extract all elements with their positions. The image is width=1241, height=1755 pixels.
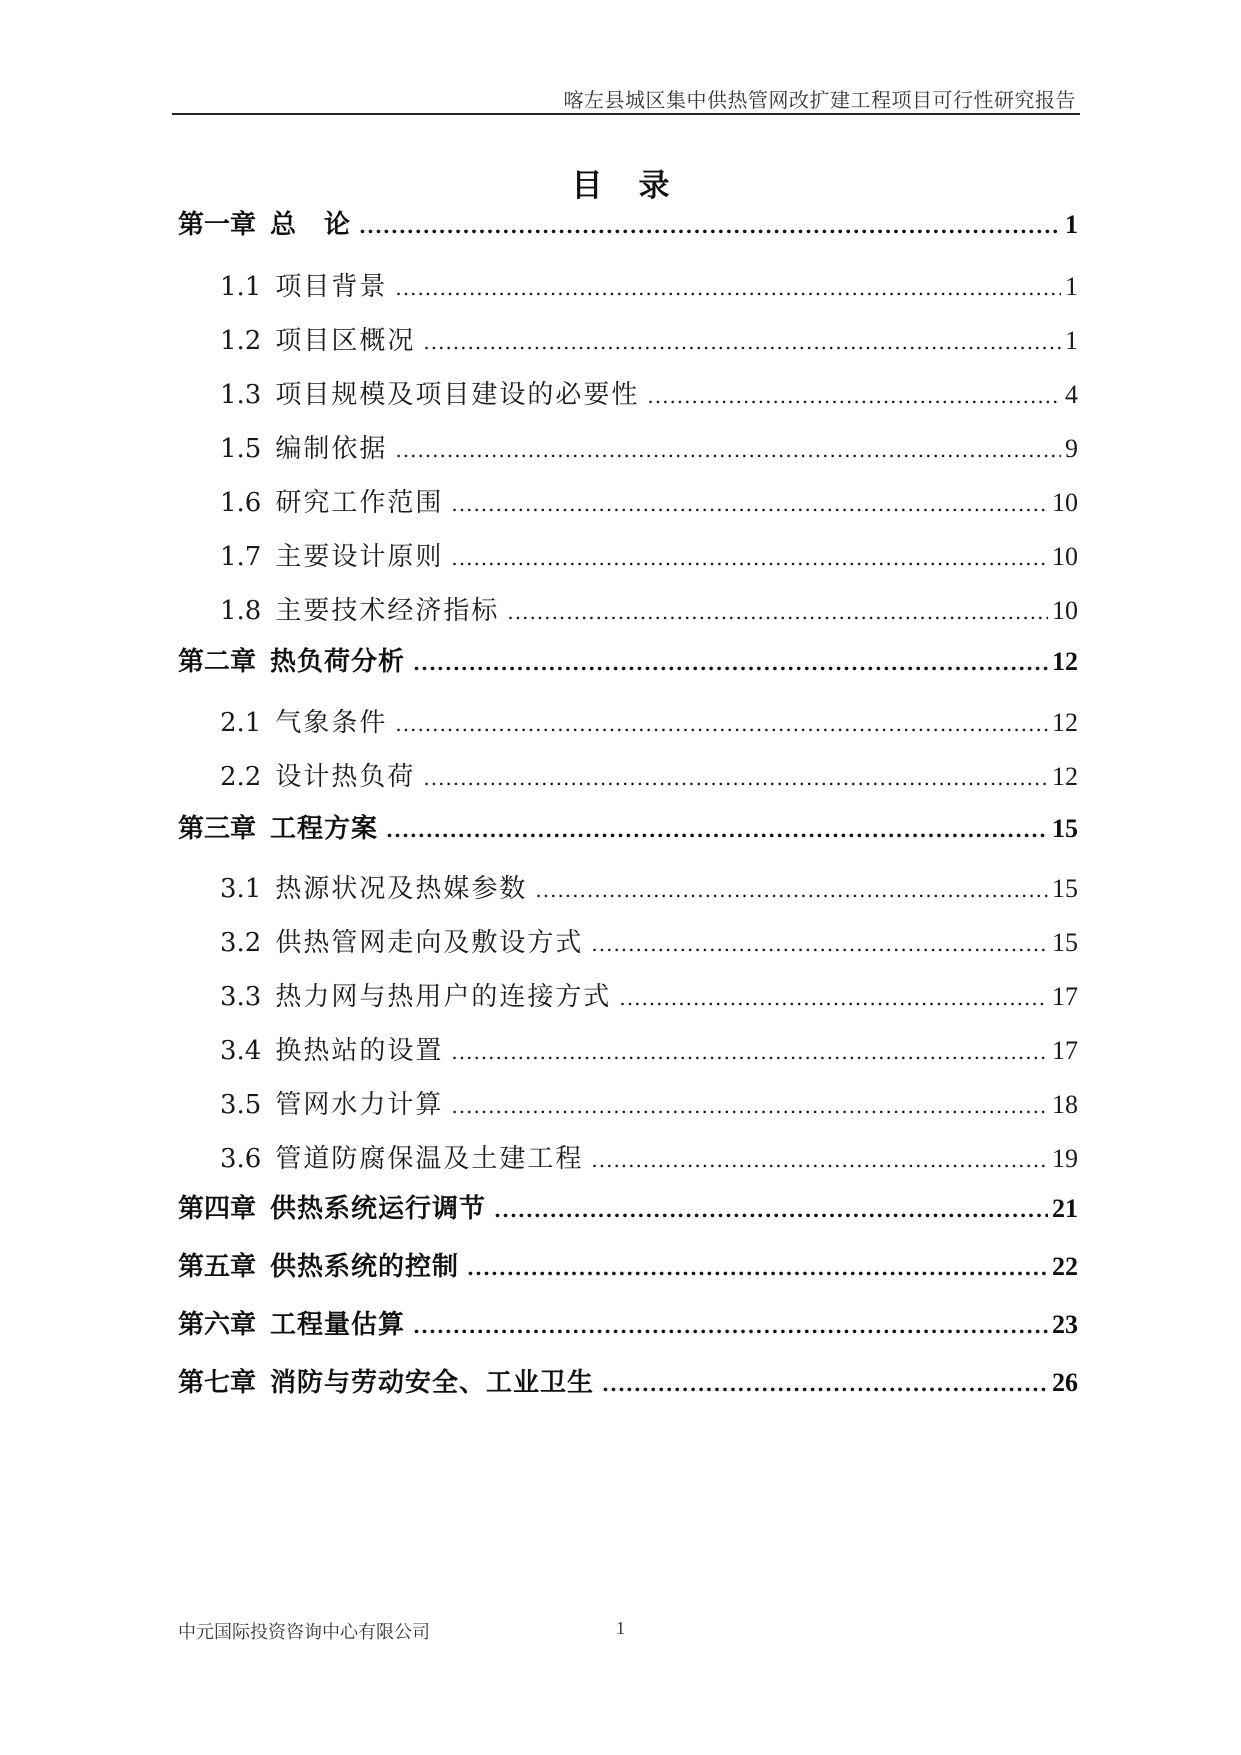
toc-page-number: 9 xyxy=(1065,434,1078,463)
toc-entry-number: 第六章 xyxy=(178,1310,257,1340)
toc-chapter-2[interactable] xyxy=(178,641,1078,678)
toc-leader-dots xyxy=(451,1094,1048,1118)
toc-entry-label: 供热系统运行调节 xyxy=(270,1194,487,1224)
toc-section-1-7[interactable] xyxy=(220,536,1078,573)
toc-section-3-3[interactable] xyxy=(220,976,1078,1013)
toc-page-number: 10 xyxy=(1052,542,1078,571)
toc-leader-dots xyxy=(591,932,1048,956)
toc-leader-dots xyxy=(602,1372,1048,1396)
toc-leader-dots xyxy=(507,600,1048,624)
toc-entry-number: 1.5 xyxy=(220,434,262,464)
toc-entry-label: 热负荷分析 xyxy=(270,647,406,677)
toc-entry-number: 3.5 xyxy=(220,1090,262,1120)
toc-leader-dots xyxy=(423,766,1048,790)
toc-entry-number: 3.3 xyxy=(220,982,262,1012)
toc-section-1-5[interactable] xyxy=(220,428,1078,465)
toc-leader-dots xyxy=(451,492,1048,516)
toc-page-number: 1 xyxy=(1065,210,1078,239)
toc-leader-dots xyxy=(619,986,1048,1010)
toc-leader-dots xyxy=(359,214,1061,238)
toc-leader-dots xyxy=(395,438,1061,462)
toc-entry-label: 气象条件 xyxy=(275,708,388,738)
toc-entry-label: 消防与劳动安全、工业卫生 xyxy=(270,1368,595,1398)
toc-section-2-1[interactable] xyxy=(220,702,1078,739)
toc-leader-dots xyxy=(413,1314,1048,1338)
footer-company-name: 中元国际投资咨询中心有限公司 xyxy=(178,1622,430,1643)
toc-section-3-6[interactable] xyxy=(220,1138,1078,1175)
toc-entry-number: 1.3 xyxy=(220,380,262,410)
toc-entry-number: 第三章 xyxy=(178,814,257,844)
toc-page-number: 19 xyxy=(1052,1144,1078,1173)
toc-chapter-6[interactable] xyxy=(178,1304,1078,1341)
toc-entry-number: 第七章 xyxy=(178,1368,257,1398)
toc-page-number: 15 xyxy=(1052,874,1078,903)
toc-section-1-2[interactable] xyxy=(220,320,1078,357)
toc-entry-number: 3.1 xyxy=(220,874,262,904)
toc-section-3-2[interactable] xyxy=(220,922,1078,959)
toc-leader-dots xyxy=(451,1040,1048,1064)
toc-section-3-4[interactable] xyxy=(220,1030,1078,1067)
toc-page-number: 26 xyxy=(1052,1368,1078,1397)
toc-entry-label: 热源状况及热媒参数 xyxy=(275,874,528,904)
toc-chapter-3[interactable] xyxy=(178,808,1078,845)
toc-entry-number: 3.6 xyxy=(220,1144,262,1174)
toc-entry-number: 1.2 xyxy=(220,326,262,356)
toc-page-number: 17 xyxy=(1052,982,1078,1011)
toc-section-3-5[interactable] xyxy=(220,1084,1078,1121)
toc-entry-label: 供热管网走向及敷设方式 xyxy=(275,928,584,958)
toc-chapter-5[interactable] xyxy=(178,1246,1078,1283)
toc-entry-number: 第五章 xyxy=(178,1252,257,1282)
toc-section-1-8[interactable] xyxy=(220,590,1078,627)
toc-entry-label: 管网水力计算 xyxy=(275,1090,444,1120)
toc-chapter-1[interactable] xyxy=(178,204,1078,241)
toc-entry-number: 2.2 xyxy=(220,762,262,792)
toc-page-number: 10 xyxy=(1052,596,1078,625)
toc-leader-dots xyxy=(591,1148,1048,1172)
toc-page-number: 10 xyxy=(1052,488,1078,517)
toc-entry-label: 设计热负荷 xyxy=(275,762,416,792)
toc-leader-dots xyxy=(413,651,1048,675)
toc-page-number: 22 xyxy=(1052,1252,1078,1281)
toc-page-number: 1 xyxy=(1065,272,1078,301)
toc-entry-label: 管道防腐保温及土建工程 xyxy=(275,1144,584,1174)
toc-section-3-1[interactable] xyxy=(220,868,1078,905)
toc-entry-number: 第二章 xyxy=(178,647,257,677)
toc-leader-dots xyxy=(386,818,1048,842)
header-divider xyxy=(172,113,1080,115)
toc-section-2-2[interactable] xyxy=(220,756,1078,793)
toc-entry-label: 主要技术经济指标 xyxy=(275,596,500,626)
toc-entry-label: 热力网与热用户的连接方式 xyxy=(275,982,612,1012)
toc-leader-dots xyxy=(423,330,1061,354)
toc-entry-number: 1.1 xyxy=(220,272,262,302)
toc-entry-number: 1.7 xyxy=(220,542,262,572)
toc-leader-dots xyxy=(535,878,1048,902)
toc-entry-number: 1.6 xyxy=(220,488,262,518)
toc-entry-label: 换热站的设置 xyxy=(275,1036,444,1066)
toc-leader-dots xyxy=(451,546,1048,570)
toc-page-number: 23 xyxy=(1052,1310,1078,1339)
toc-leader-dots xyxy=(647,384,1061,408)
toc-entry-label: 项目区概况 xyxy=(275,326,416,356)
toc-chapter-7[interactable] xyxy=(178,1362,1078,1399)
toc-page-number: 12 xyxy=(1052,708,1078,737)
toc-page-number: 15 xyxy=(1052,928,1078,957)
toc-entry-number: 2.1 xyxy=(220,708,262,738)
toc-page-number: 12 xyxy=(1052,647,1078,676)
toc-leader-dots xyxy=(467,1256,1048,1280)
toc-entry-label: 总 论 xyxy=(270,210,352,240)
toc-entry-label: 编制依据 xyxy=(275,434,388,464)
toc-entry-label: 工程量估算 xyxy=(270,1310,406,1340)
toc-entry-label: 研究工作范围 xyxy=(275,488,444,518)
toc-page-number: 21 xyxy=(1052,1194,1078,1223)
toc-page-number: 12 xyxy=(1052,762,1078,791)
toc-entry-label: 供热系统的控制 xyxy=(270,1252,460,1282)
toc-page-number: 15 xyxy=(1052,814,1078,843)
toc-section-1-6[interactable] xyxy=(220,482,1078,519)
toc-page-number: 1 xyxy=(1065,326,1078,355)
toc-section-1-3[interactable] xyxy=(220,374,1078,411)
toc-chapter-4[interactable] xyxy=(178,1188,1078,1225)
running-header: 喀左县城区集中供热管网改扩建工程项目可行性研究报告 xyxy=(563,88,1076,112)
toc-section-1-1[interactable] xyxy=(220,266,1078,303)
toc-leader-dots xyxy=(494,1198,1048,1222)
toc-entry-number: 3.4 xyxy=(220,1036,262,1066)
toc-leader-dots xyxy=(395,712,1048,736)
toc-entry-label: 项目规模及项目建设的必要性 xyxy=(275,380,640,410)
toc-entry-label: 工程方案 xyxy=(270,814,379,844)
toc-page-number: 4 xyxy=(1065,380,1078,409)
toc-page-number: 17 xyxy=(1052,1036,1078,1065)
toc-entry-number: 第四章 xyxy=(178,1194,257,1224)
toc-entry-number: 3.2 xyxy=(220,928,262,958)
toc-page-number: 18 xyxy=(1052,1090,1078,1119)
toc-leader-dots xyxy=(395,276,1061,300)
footer-page-number: 1 xyxy=(616,1618,625,1638)
toc-entry-label: 项目背景 xyxy=(275,272,388,302)
toc-entry-number: 1.8 xyxy=(220,596,262,626)
toc-entry-label: 主要设计原则 xyxy=(275,542,444,572)
toc-title: 目录 xyxy=(571,168,706,204)
toc-entry-number: 第一章 xyxy=(178,210,257,240)
